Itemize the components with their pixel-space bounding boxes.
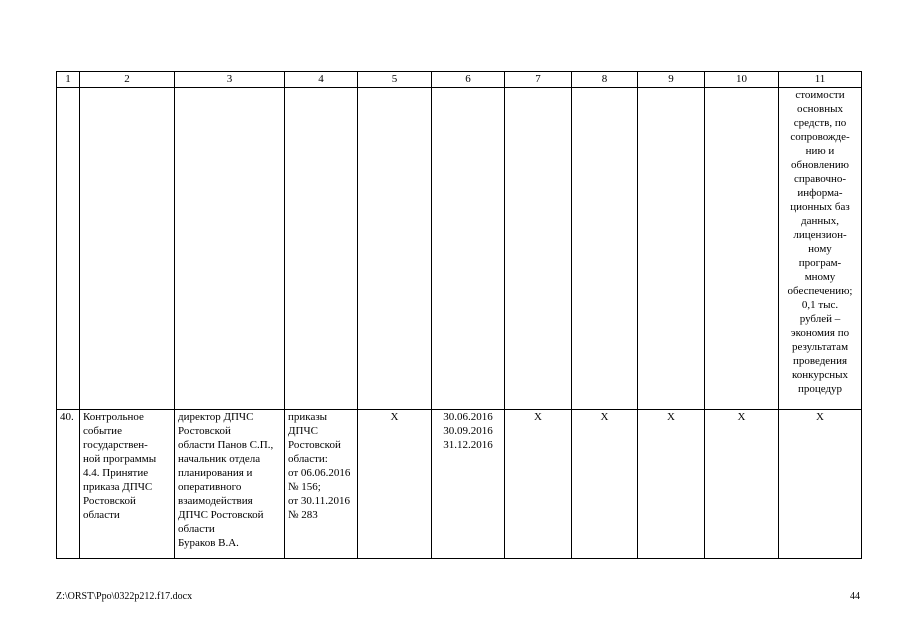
cell-line: области: [288,453,328,465]
table-header-row [57,72,862,88]
cell-line: оперативного [178,481,242,493]
table-cell [505,88,572,410]
result-description-cell [779,88,862,410]
header-cell: 7 [505,72,572,88]
cell-line: № 156; [288,481,321,493]
cell-line: лицензион- [793,229,847,241]
cell-line: Контрольное [83,411,144,423]
header-cell: 4 [285,72,358,88]
cell-line: сопровожде- [790,131,850,143]
x-mark-cell: Х [705,410,779,559]
cell-line: 31.12.2016 [443,439,493,451]
cell-line: Ростовской [288,439,341,451]
cell-line: результатам [791,341,849,353]
table-cell [175,88,285,410]
event-name-cell [80,410,175,559]
cell-line: государствен- [83,439,148,451]
cell-line: процедур [797,383,843,395]
table-cell [358,88,432,410]
table-cell [638,88,705,410]
cell-line: планирования и [178,467,253,479]
table-cell [80,88,175,410]
cell-line: обеспечению; [787,285,853,297]
cell-line: 4.4. Принятие [83,467,149,479]
page-number: 44 [850,591,860,602]
cell-line: обновлению [791,159,849,171]
cell-line: справочно- [793,173,847,185]
header-cell: 5 [358,72,432,88]
cell-line: проведения [792,355,848,367]
cell-line: начальник отдела [178,453,261,465]
cell-line: програм- [798,257,842,269]
cell-line: конкурсных [791,369,849,381]
cell-line: 30.09.2016 [443,425,493,437]
x-mark-cell: Х [358,410,432,559]
cell-line: 30.06.2016 [443,411,493,423]
footer-file-path: Z:\ORST\Ppo\0322p212.f17.docx [56,591,193,602]
cell-line: приказы [288,411,328,423]
cell-line: ному [808,243,832,255]
x-mark-cell: Х [505,410,572,559]
cell-line: ной программы [83,453,157,465]
x-mark-cell: Х [779,410,862,559]
cell-line: средств, по [793,117,847,129]
cell-line: Ростовской [83,495,136,507]
cell-line: приказа ДПЧС [83,481,153,493]
table-row-40 [57,410,862,559]
cell-line: № 283 [288,509,318,521]
table-cell [285,88,358,410]
cell-line: взаимодействия [178,495,253,507]
cell-line: области Панов С.П., [178,439,274,451]
header-cell: 2 [80,72,175,88]
cell-line: событие [83,425,122,437]
x-mark-cell: Х [572,410,638,559]
cell-line: области [83,509,120,521]
cell-line: 0,1 тыс. [801,299,839,311]
cell-line: от 30.11.2016 [288,495,351,507]
x-mark-cell: Х [638,410,705,559]
table-cell [572,88,638,410]
cell-line: ДПЧС Ростовской [178,509,264,521]
cell-line: мному [804,271,836,283]
header-cell: 3 [175,72,285,88]
cell-line: ционных баз [790,201,850,213]
header-cell: 10 [705,72,779,88]
table-row-continuation [57,88,862,410]
cell-line: ДПЧС [288,425,318,437]
cell-line: данных, [801,215,839,227]
cell-line: стоимости [795,89,845,101]
responsible-cell [175,410,285,559]
cell-line: от 06.06.2016 [288,467,351,479]
orders-cell [285,410,358,559]
cell-line: директор ДПЧС [178,411,254,423]
header-cell: 9 [638,72,705,88]
header-cell: 6 [432,72,505,88]
dates-cell [432,410,505,559]
cell-line: основных [796,103,843,115]
cell-line: информа- [797,187,843,199]
table-cell [705,88,779,410]
row-number-cell: 40. [57,410,80,559]
header-cell: 1 [57,72,80,88]
cell-line: рублей – [799,313,841,325]
table-cell [432,88,505,410]
table-cell [57,88,80,410]
cell-line: Ростовской [178,425,231,437]
report-table [56,71,862,559]
cell-line: области [178,523,215,535]
cell-line: нию и [805,145,835,157]
cell-line: Бураков В.А. [178,537,239,549]
header-cell: 8 [572,72,638,88]
header-cell: 11 [779,72,862,88]
cell-line: экономия по [790,327,850,339]
